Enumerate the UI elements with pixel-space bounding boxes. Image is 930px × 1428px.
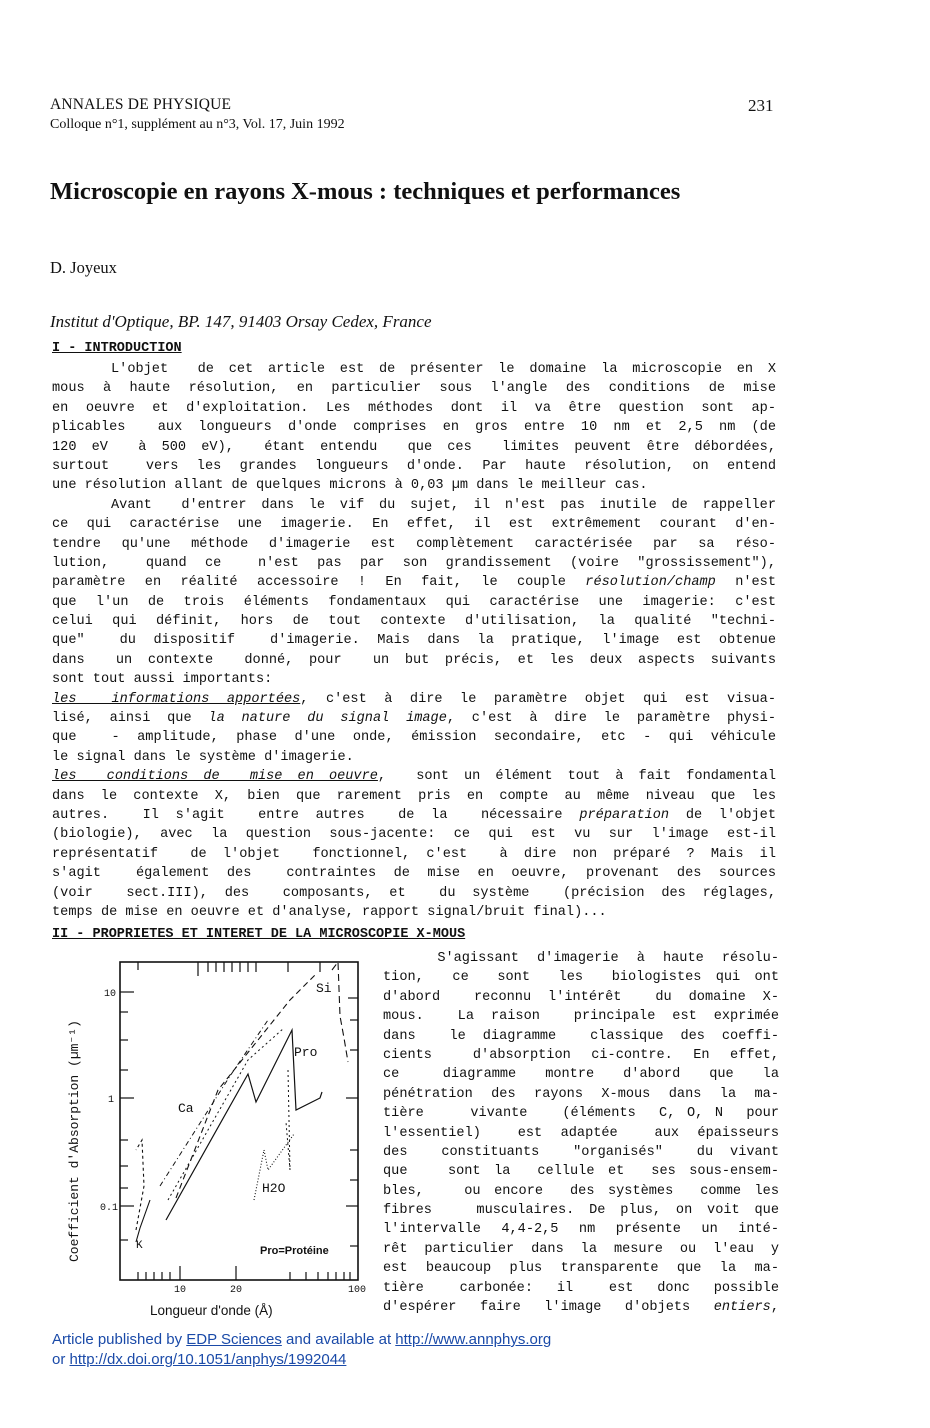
text-line: bles, ou encore des systèmes comme les: [383, 1183, 779, 1199]
underlined-term: les conditions de mise en oeuvre: [52, 769, 378, 785]
paper-title: Microscopie en rayons X-mous : techniques et performances: [50, 178, 681, 205]
label-si: Si: [316, 981, 332, 996]
text-line: s'agit également des contraintes de mise en oeuvre, provenant des sources: [52, 866, 776, 882]
text-line: plicables aux longueurs d'onde comprises en gros entre 10 nm et 2,5 nm (de: [52, 420, 776, 436]
text-line: dans le contexte X, bien que rarement pris en compte au même niveau que les: [52, 788, 776, 804]
text-line: [52, 573, 776, 592]
text-line: l'essentiel) est adaptée aux épaisseurs: [383, 1125, 779, 1141]
page-number: 231: [748, 96, 774, 115]
text-segment: lisé, ainsi que: [52, 711, 209, 727]
text-line: rêt particulier dans la mesure ou l'eau y: [383, 1241, 779, 1257]
text-line: des constituants "organisés" du vivant: [383, 1144, 779, 1160]
curve-si-edge: [332, 962, 348, 1062]
text-line: tière vivante (éléments C, O, N pour: [383, 1106, 779, 1122]
text-segment: , c'est à dire le paramètre physi-: [446, 711, 776, 727]
x-axis-label: Longueur d'onde (Å): [150, 1303, 273, 1318]
bottom-ticks: [138, 1266, 350, 1280]
publisher-link[interactable]: EDP Sciences: [186, 1331, 282, 1348]
journal-name: ANNALES DE PHYSIQUE: [50, 96, 232, 113]
x-tick-label: 10: [174, 1285, 187, 1296]
text-line: pénétration des rayons X-mous dans la ma-: [383, 1086, 779, 1102]
text-line: que" du dispositif d'imagerie. Mais dans la pratique, l'image est obtenue: [52, 633, 776, 649]
footer-line-2: [52, 1350, 551, 1370]
text-line: temps de mise en oeuvre et d'analyse, rapport signal/bruit final)...: [52, 904, 607, 920]
author: D. Joyeux: [50, 258, 117, 277]
doi-link[interactable]: http://dx.doi.org/10.1051/anphys/1992044: [69, 1351, 347, 1368]
text-line: représentatif de l'objet fonctionnel, c'est à dire non préparé ? Mais il: [52, 846, 776, 862]
text-segment: ,: [770, 1300, 779, 1316]
label-k: K: [136, 1240, 143, 1252]
text-line: [383, 1298, 779, 1317]
italic-term: la nature du signal image: [208, 711, 447, 727]
text-line: dans le diagramme classique des coeffi-: [383, 1028, 779, 1044]
absorption-diagram: [58, 950, 378, 1322]
curve-k: [136, 1140, 144, 1230]
affiliation: Institut d'Optique, BP. 147, 91403 Orsay Cedex, France: [50, 312, 432, 331]
text-line: 120 eV à 500 eV), étant entendu que ces limites peuvent être débordées,: [52, 439, 776, 455]
underlined-term: les informations apportées: [52, 691, 301, 707]
text-line: tière carbonée: il est donc possible: [383, 1280, 779, 1296]
text-segment: d'espérer faire l'image d'objets: [383, 1300, 714, 1316]
curve-k-low: [136, 1200, 150, 1242]
text-line: ce qui caractérise une imagerie. En effet, il est extrêmement courant d'en-: [52, 517, 776, 533]
text-line: tion, ce sont les biologistes qui ont: [383, 970, 779, 986]
text-line: ce diagramme montre d'abord que la: [383, 1067, 779, 1083]
y-axis-label: Coefficient d'Absorption (µm⁻¹): [67, 1020, 82, 1262]
text-segment: autres. Il s'agit entre autres de la nécessaire: [52, 807, 580, 823]
text-line: d'abord reconnu l'intérêt du domaine X-: [383, 989, 779, 1005]
text-line: est beaucoup plus transparente que la ma-: [383, 1261, 779, 1277]
text-line: que sont la cellule et ses sous-ensem-: [383, 1164, 779, 1180]
text-line: le signal dans le système d'imagerie.: [52, 749, 354, 765]
text-line: l'intervalle 4,4-2,5 nm présente un inté-: [383, 1222, 779, 1238]
text-line: [52, 806, 776, 825]
text-line: (voir sect.III), des composants, et du système (précision des réglages,: [52, 885, 776, 901]
footer-text: and available at: [281, 1331, 396, 1348]
text-segment: n'est: [715, 575, 776, 591]
text-segment: , c'est à dire le paramètre objet qui est visua-: [300, 691, 776, 707]
x-tick-label: 20: [230, 1285, 243, 1296]
colloque-info: Colloque n°1, supplément au n°3, Vol. 17, Juin 1992: [50, 117, 345, 132]
text-line: L'objet de cet article est de présenter le domaine la microscopie en X: [52, 362, 776, 377]
section-heading-introduction: I - INTRODUCTION: [52, 341, 182, 356]
text-line: cients d'absorption ci-contre. En effet,: [383, 1047, 779, 1063]
text-line: surtout vers les grandes longueurs d'onde. Par haute résolution, on entend: [52, 458, 776, 474]
y-tick-label: 0.1: [100, 1203, 119, 1214]
text-line: en oeuvre et d'exploitation. Les méthodes dont il va être question sont ap-: [52, 400, 776, 416]
text-line: Avant d'entrer dans le vif du sujet, il n'est pas inutile de rappeller: [52, 497, 776, 513]
text-line: que - amplitude, phase d'une onde, émission secondaire, etc - qui véhicule: [52, 730, 776, 746]
italic-term: préparation: [579, 807, 670, 823]
left-ticks: [120, 992, 134, 1240]
text-line: mous à haute résolution, en particulier sous l'angle des conditions de mise: [52, 381, 776, 397]
label-ca: Ca: [178, 1101, 194, 1116]
text-line: (biologie), avec la question sous-jacente: ce qui est vu sur l'image est-il: [52, 827, 776, 843]
text-line: dans un contexte donné, pour un but précis, et les deux aspects suivants: [52, 652, 776, 668]
text-line: sont tout aussi importants:: [52, 672, 273, 688]
text-line: S'agissant d'imagerie à haute résolu-: [383, 951, 779, 966]
text-segment: paramètre en réalité accessoire ! En fait, le couple: [52, 575, 586, 591]
introduction-text: [52, 360, 776, 922]
footer-line-1: [52, 1330, 551, 1350]
text-segment: , sont un élément tout à fait fondamental: [377, 769, 776, 785]
text-line: une résolution allant de quelques microns à 0,03 µm dans le meilleur cas.: [52, 478, 648, 494]
label-h2o: H2O: [262, 1181, 286, 1196]
x-tick-label: 100: [348, 1285, 367, 1296]
text-line: [52, 690, 776, 709]
text-segment: de l'objet: [669, 807, 777, 823]
publication-footer: [52, 1330, 551, 1370]
y-tick-label: 1: [108, 1095, 115, 1106]
text-line: lution, quand ce n'est pas par son grandissement (voire "grossissement"),: [52, 555, 776, 571]
label-pro: Pro: [294, 1045, 318, 1060]
italic-term: résolution/champ: [585, 575, 716, 591]
top-ticks: [138, 962, 320, 976]
section2-text: [383, 949, 779, 1317]
curve-h2o-edge: [286, 1070, 290, 1170]
y-tick-label: 10: [104, 989, 117, 1000]
footer-text: or: [52, 1351, 70, 1368]
section-heading-properties: II - PROPRIETES ET INTERET DE LA MICROSCOPIE X-MOUS: [52, 927, 466, 942]
text-line: tendre qu'une méthode d'imagerie est complètement caractérisée par sa réso-: [52, 536, 776, 552]
italic-term: entiers: [713, 1300, 771, 1316]
text-line: [52, 709, 776, 728]
footer-text: Article published by: [52, 1331, 187, 1348]
journal-url-link[interactable]: http://www.annphys.org: [395, 1331, 552, 1348]
right-ticks: [346, 998, 358, 1246]
text-line: mous. La raison principale est exprimée: [383, 1009, 779, 1025]
text-line: fibres musculaires. De plus, on voit que: [383, 1203, 779, 1219]
legend-note: Pro=Protéine: [260, 1245, 329, 1257]
text-line: [52, 767, 776, 786]
text-line: celui qui définit, hors de tout contexte d'utilisation, la qualité "techni-: [52, 614, 776, 630]
plot-frame: [120, 962, 358, 1280]
curve-ca: [160, 1020, 268, 1186]
text-line: que l'un de trois éléments fondamentaux qui caractérise une imagerie: c'est: [52, 594, 776, 610]
